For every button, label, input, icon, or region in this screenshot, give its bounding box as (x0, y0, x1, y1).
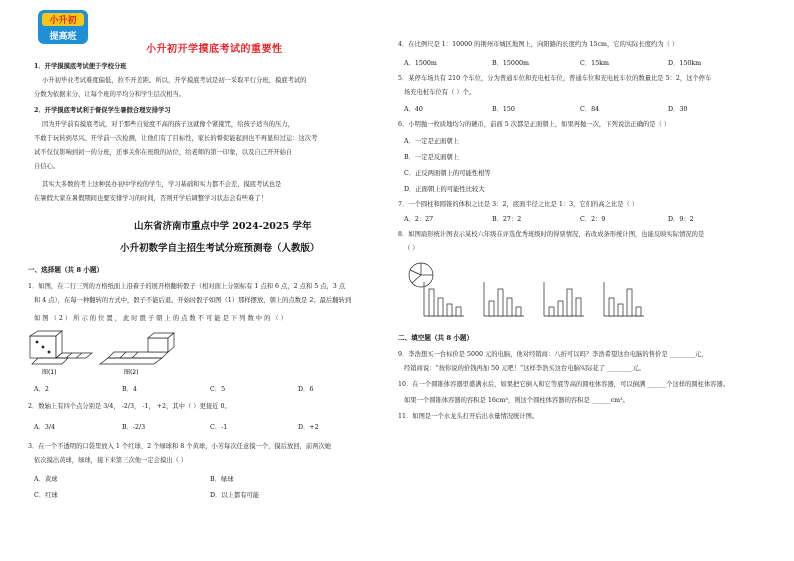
q2-num: +2 (156, 403, 167, 410)
q5-option-b[interactable]: B．150 (492, 106, 515, 113)
figure-1-caption: 图(1) (42, 369, 57, 376)
intro-p2-line: 因为开学前有摸底考试，对于那些自觉度不高的孩子这就像个紧箍咒，给孩子适当的压力， (42, 121, 294, 128)
q3-line: 依次摸出黄球，绿球，接下来第三次他一定会摸出（ ） (34, 457, 188, 464)
q1-option-b[interactable]: B．4 (122, 386, 137, 393)
q6-option-d[interactable]: D．正面朝上的可能性比较大 (404, 186, 485, 193)
q6-text: 6．小明抛一枚质地均匀的硬币，前面 5 次都是正面朝上，如果再抛一次，下列说法正确的是（ ） (398, 121, 671, 128)
q5-option-d[interactable]: D．30 (668, 106, 688, 113)
pie-chart (409, 263, 433, 287)
q8-figure (406, 260, 706, 320)
q6-option-b[interactable]: B．一定是反面朝上 (404, 154, 460, 161)
right-column (398, 0, 768, 561)
q1-option-d[interactable]: D．6 (298, 386, 314, 393)
q2-text: 2．数轴上有四个点分别是 3/4， -2/3， -1， +2，其中（ ）更接近 0。 (28, 403, 231, 410)
intro-p2-line: 试不仅仅影响到初一的分班，还事关你在班级的站位，给老师的第一印象，以及自己开开始自 (34, 149, 293, 156)
bar-option-a-bar (429, 289, 434, 316)
bar-option-d-bar (636, 307, 641, 316)
intro-p3-line: 在暑假大家在暑假期间也要安排学习的时间，否则开学后调整学习状态会有些难了！ (34, 195, 267, 202)
bar-chart-options (424, 282, 644, 316)
q5-line: 场充电桩车位有（ ）个。 (404, 89, 476, 96)
q3-option-a[interactable]: A．黄球 (34, 476, 58, 483)
intro-p2-line: 不敢于玩转到尽兴。开学前一次检测，让他们有了目标性，家长的督促能起到也不再显但过运：这次考 (34, 135, 318, 142)
q2-tail: ，其中（ ）更接近 0。 (166, 403, 231, 410)
q7-option-b[interactable]: B．27：2 (492, 216, 522, 223)
figure-2-caption: 图(2) (124, 369, 139, 376)
q6-option-c[interactable]: C．正反两面朝上的可能性相等 (404, 170, 491, 177)
q4-option-c[interactable]: C．15km (580, 60, 609, 67)
q2-option-b[interactable]: B．-2/3 (122, 424, 146, 431)
dice-figure-2 (100, 333, 174, 364)
q7-option-a[interactable]: A．2：27 (404, 216, 434, 223)
q1-option-c[interactable]: C．5 (210, 386, 226, 393)
intro-heading-2: 2．开学摸底考试利于督促学生暑假合理安排学习 (34, 107, 171, 114)
q5-line: 5．某停车场共有 210 个车位，分为普通车位和充电桩车位，普通车位和充电桩车位的数量比是 5：2，这个停车 (398, 75, 712, 82)
q6-option-a[interactable]: A．一定是正面朝上 (404, 138, 459, 145)
q4-option-d[interactable]: D．150km (668, 60, 702, 67)
dice-figures (28, 330, 228, 380)
section-choice-heading: 一、选择题（共 8 小题） (28, 266, 104, 274)
bar-option-b-bar (516, 307, 521, 316)
bar-option-b-bar (507, 298, 512, 316)
q4-text: 4．在比例尺是 1：10000 的荆州市城区地图上，向阳路的长度约为 15cm，它的实际长度约为（ ） (398, 41, 679, 48)
intro-heading-1: 1．开学摸摸底考试便于学校分班 (34, 63, 127, 70)
bar-option-c-bar (576, 298, 581, 316)
q8-line: （ ） (404, 245, 419, 252)
q7-option-c[interactable]: C．2：9 (580, 216, 606, 223)
q11-text: 11．如图是一个水龙头打开后出水量情况统计图。 (398, 413, 539, 420)
left-column (28, 0, 386, 561)
intro-p1-line: 小升初毕业考试难度偏低，拉不开差距。所以，开学摸底考试是初一采取平行分班，摸底考试的 (42, 77, 307, 84)
intro-title: 小升初开学摸底考试的重要性 (146, 44, 283, 55)
bar-option-c-bar (567, 289, 572, 316)
intro-p1-line: 分数为依据来分，让每个班的平均分和学生层次相当。 (34, 91, 186, 98)
q4-option-b[interactable]: B．15000m (492, 60, 529, 67)
q2-option-a[interactable]: A．3/4 (34, 424, 55, 431)
bar-option-d-bar (627, 289, 632, 316)
bar-option-a-bar (456, 307, 461, 316)
q10-line: 10．在一个圆锥体容器里盛满水后，如果把它倒入和它等底等高的圆柱体容器，可以倒满 ______个这样的圆柱体容器。 (398, 381, 730, 388)
q3-option-b[interactable]: B．绿球 (210, 476, 234, 483)
bar-option-b-bar (498, 289, 503, 316)
q7-text: 7．一个圆柱和圆锥的体积之比是 3：2，底面半径之比是 1：3，它们的高之比是（ ） (398, 201, 639, 208)
bar-option-b-bar (489, 301, 494, 316)
q3-option-d[interactable]: D．以上都有可能 (210, 492, 260, 499)
intro-p3-line: 其实大多数的考上这种民办初中学校的学生，学习基础和实力都不会差，摸底考试也是 (42, 181, 282, 188)
intro-p2-line: 自信心。 (34, 163, 60, 170)
logo-text-top: 小升初 (49, 16, 77, 26)
q1-line: 和 4 点），在每一种翻转的方式中，骰子不能后退。开始时骰子如图（1）那样摆放，朝上的点数是 2；最后翻转到 (34, 297, 352, 304)
q2-option-d[interactable]: D．+2 (298, 424, 319, 431)
bar-option-a-bar (438, 298, 443, 316)
q9-line: 经销商说：“按你说的价钱再加 50 元吧！”这样李浩买这台电脑实际花了 ________元。 (404, 365, 645, 372)
q2-num: -2/3 (121, 403, 135, 410)
q2-lead: 2．数轴上有四个点分别是 (28, 403, 102, 410)
q3-line: 3．在一个不透明的口袋里放入 1 个红球、2 个绿球和 8 个黄球，小芳每次任意摸一个，摸后放回，前两次她 (28, 443, 332, 450)
q1-option-a[interactable]: A．2 (34, 386, 49, 393)
q7-option-d[interactable]: D．9：2 (668, 216, 694, 223)
q1-line: 如 图 （ 2 ） 所 示 的 位 置 ， 此 时 骰 子 朝 上 的 点 数 不 可 能 是 下 列 数 中 的 （ ） (34, 315, 287, 322)
exam-title-2: 小升初数学自主招生考试分班预测卷（人教版） (120, 243, 320, 254)
brand-logo (36, 8, 90, 46)
q9-line: 9．李浩想买一台标价是 5000 元的电脑，他对经销商：八折可以吗？李浩希望这台电脑的售价是 ________元， (398, 351, 708, 358)
dice-figure-1 (30, 331, 92, 364)
bar-option-c-bar (549, 307, 554, 316)
q5-option-c[interactable]: C．84 (580, 106, 600, 113)
q1-line: 1．如图，在二行三列的方格纸面上沿着子的展开格翻转骰子（相对面上分别标有 1 点和 6 点，2 点和 5 点，3 点 (28, 283, 346, 290)
q5-option-a[interactable]: A．40 (404, 106, 423, 113)
bar-option-a-bar (447, 304, 452, 316)
bar-option-d-bar (609, 298, 614, 316)
q3-option-c[interactable]: C．红球 (34, 492, 58, 499)
bar-option-d-bar (618, 304, 623, 316)
q4-option-a[interactable]: A．1500m (404, 60, 437, 67)
exam-title-1: 山东省济南市重点中学 2024-2025 学年 (134, 221, 312, 232)
section-fill-heading: 二、填空题（共 8 小题） (398, 334, 474, 342)
q2-num: 3/4 (103, 403, 114, 410)
logo-text-bottom: 提高班 (49, 32, 77, 42)
q2-option-c[interactable]: C．-1 (210, 424, 228, 431)
q8-line: 8．如图扇形统计图表示某校六年级在评选优秀班级时的得票情况，若改成条形统计图，也能反映实际情况的是 (398, 231, 705, 238)
q10-line: 如果一个圆锥体容器的容积是 16cm³，则这个圆柱体容器的容积是 ______cm³。 (404, 397, 629, 404)
q2-num: -1 (142, 403, 149, 410)
bar-option-c-bar (558, 301, 563, 316)
